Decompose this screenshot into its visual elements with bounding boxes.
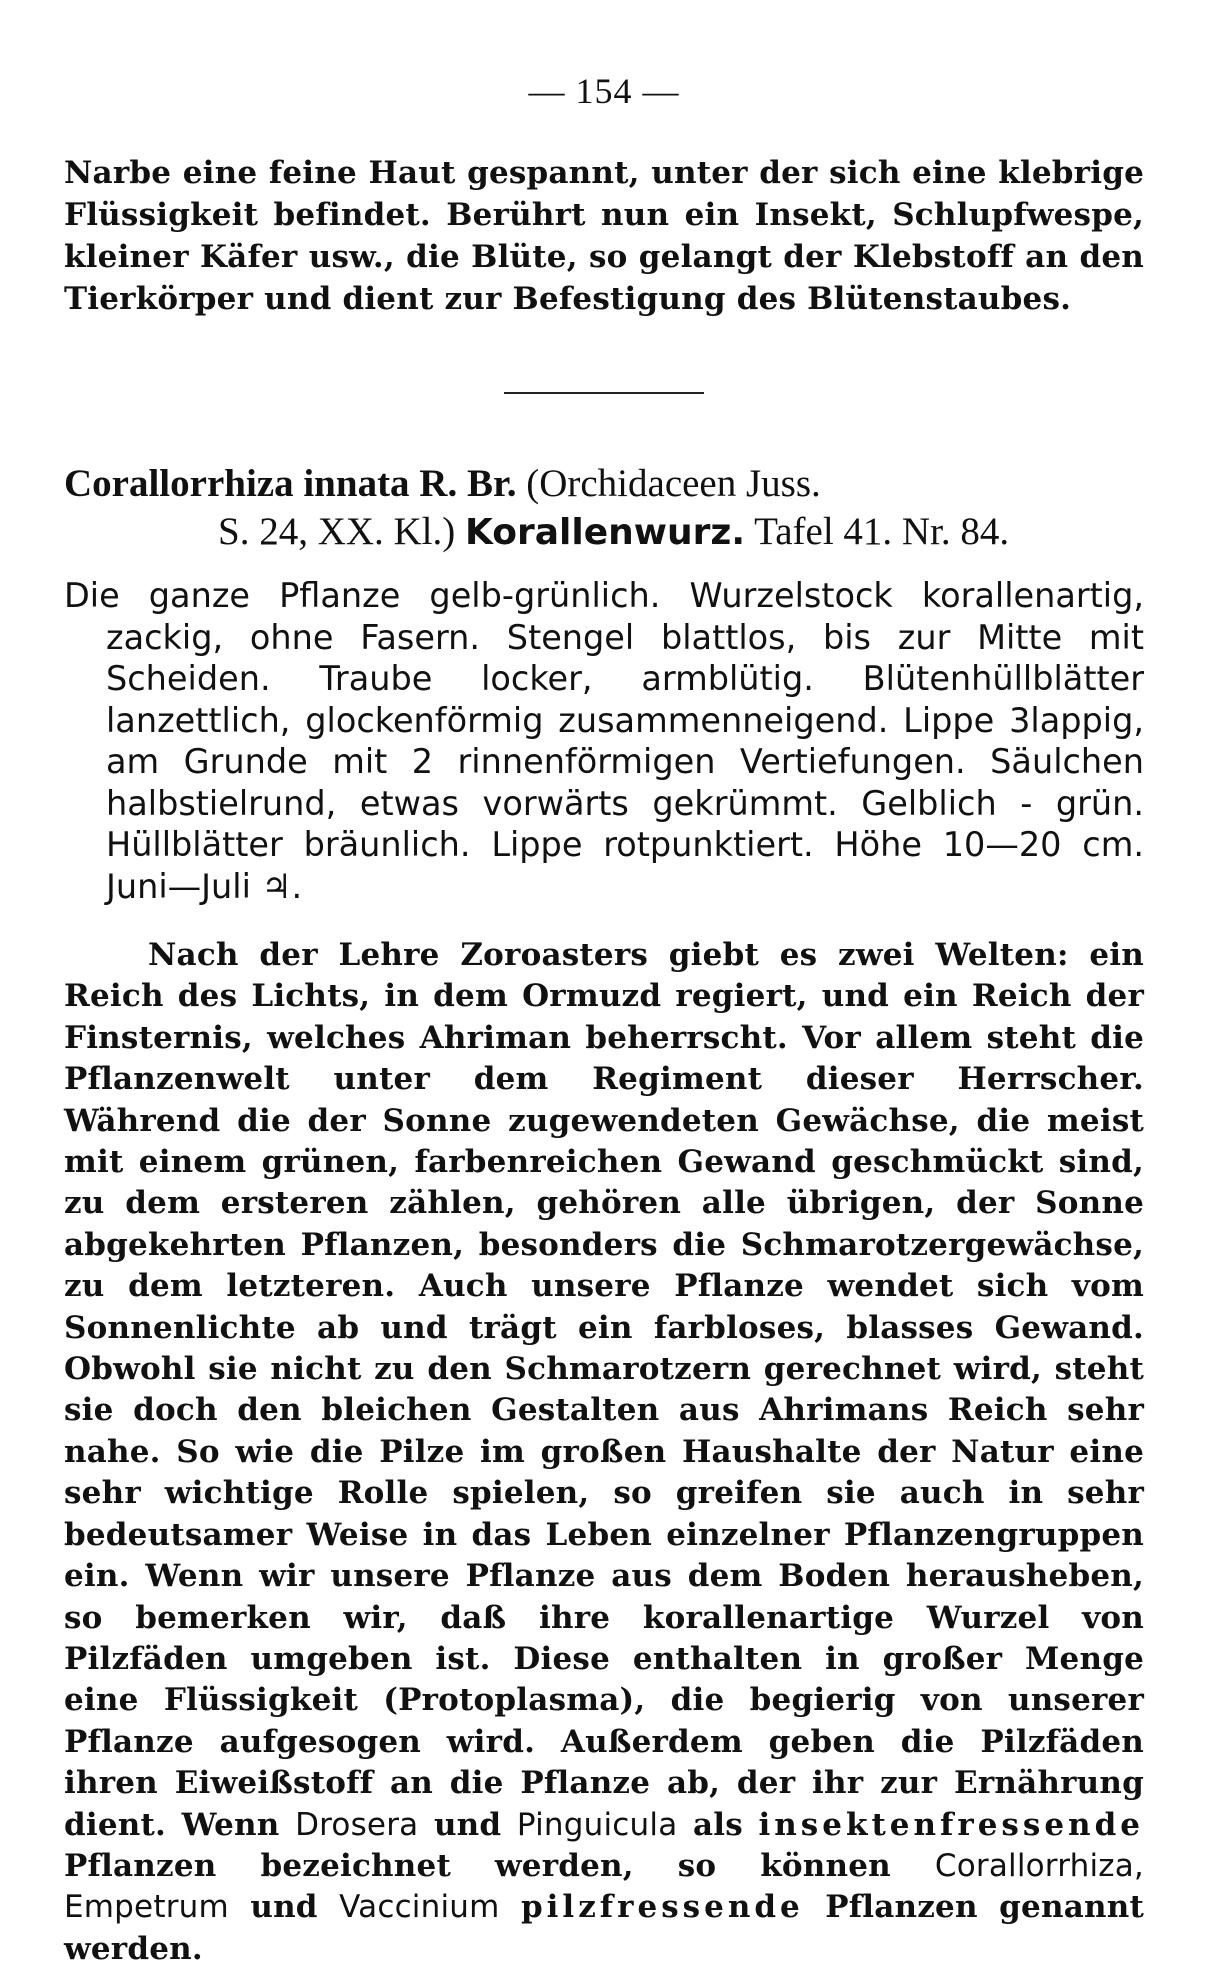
genus-corallorrhiza-empetrum: Corallorrhiza, Empetrum [64,1847,1144,1926]
body-text-2: Pflanzen bezeichnet werden, so können [64,1847,891,1884]
species-description: Die ganze Pflanze gelb-grünlich. Wurzelstock korallenartig, zackig, ohne Fasern. Stengel blattlos, bis zur Mitte mit Scheiden. Traube locker, armblütig. Blütenhüllblätter lanzettlich, glockenförmig zusammenneigend. Lippe 3lappig, am Grunde mit 2 rinnenförmigen Vertiefungen. Säulchen halbstielrund, etwas vorwärts gekrümmt. Gelblich - grün. Hüllblätter bräunlich. Lippe rotpunktiert. Höhe 10—20 cm. Juni—Juli ♃. [64,576,1144,906]
family-name: (Orchidaceen Juss. [526,462,821,505]
term-insektenfressende: insektenfressende [758,1806,1144,1843]
genus-drosera: Drosera [295,1806,419,1843]
page-number: — 154 — [528,71,680,111]
body-text-als: als [692,1806,743,1843]
term-pilzfressende: pilzfressende [520,1889,804,1926]
body-text-und-1: und [433,1806,502,1843]
section-divider [504,392,704,394]
german-name: Korallenwurz. [465,512,746,553]
intro-paragraph: Narbe eine feine Haut gespannt, unter der sich eine klebrige Flüssigkeit befindet. Berührt nun ein Insekt, Schlupfwespe, kleiner Käfer usw., die Blüte, so gelangt der Klebstoff an den Tierkörper und dient zur Befestigung des Blütenstaubes. [64,155,1144,317]
body-text-und-2: und [250,1889,318,1926]
plate-reference: Tafel 41. Nr. 84. [754,510,1010,553]
system-reference: S. 24, XX. Kl.) [218,510,456,553]
body-text-1: Nach der Lehre Zoroasters giebt es zwei Welten: ein Reich des Lichts, in dem Ormuzd regiert, und ein Reich der Finsternis, welches Ahriman beherrscht. Vor allem steht die Pflanzenwelt unter dem Regiment dieser Herrscher. Während die der Sonne zugewendeten Gewächse, die meist mit einem grünen, farbenreichen Gewand geschmückt sind, zu dem ersteren zählen, gehören alle übrigen, der Sonne abgekehrten Pflanzen, besonders die Schmarotzergewächse, zu dem letzteren. Auch unsere Pflanze wendet sich vom Sonnenlichte ab und trägt ein farbloses, blasses Gewand. Obwohl sie nicht zu den Schmarotzern gerechnet wird, steht sie doch den bleichen Gestalten aus Ahrimans Reich sehr nahe. So wie die Pilze im großen Haushalte der Natur eine sehr wichtige Rolle spielen, so greifen sie auch in sehr bedeutsamer Weise in das Leben einzelner Pflanzengruppen ein. Wenn wir unsere Pflanze aus dem Boden herausheben, so bemerken wir, daß ihre korallenartige Wurzel von Pilzfäden umgeben ist. Diese enthalten in großer Menge eine Flüssigkeit (Protoplasma), die begierig von unserer Pflanze aufgesogen wird. Außerdem geben die Pilzfäden ihren Eiweißstoff an die Pflanze ab, der ihr zur Ernährung dient. Wenn [64,937,1144,1843]
body-paragraph [64,935,1144,1970]
genus-vaccinium: Vaccinium [339,1889,500,1926]
species-heading [64,460,1144,557]
book-page [64,0,1144,1967]
genus-pinguicula: Pinguicula [516,1806,678,1843]
body-text-end: Pflanzen genannt werden. [64,1889,1144,1967]
latin-name: Corallorrhiza innata R. Br. [64,462,517,505]
heading-line-2 [64,508,1144,557]
